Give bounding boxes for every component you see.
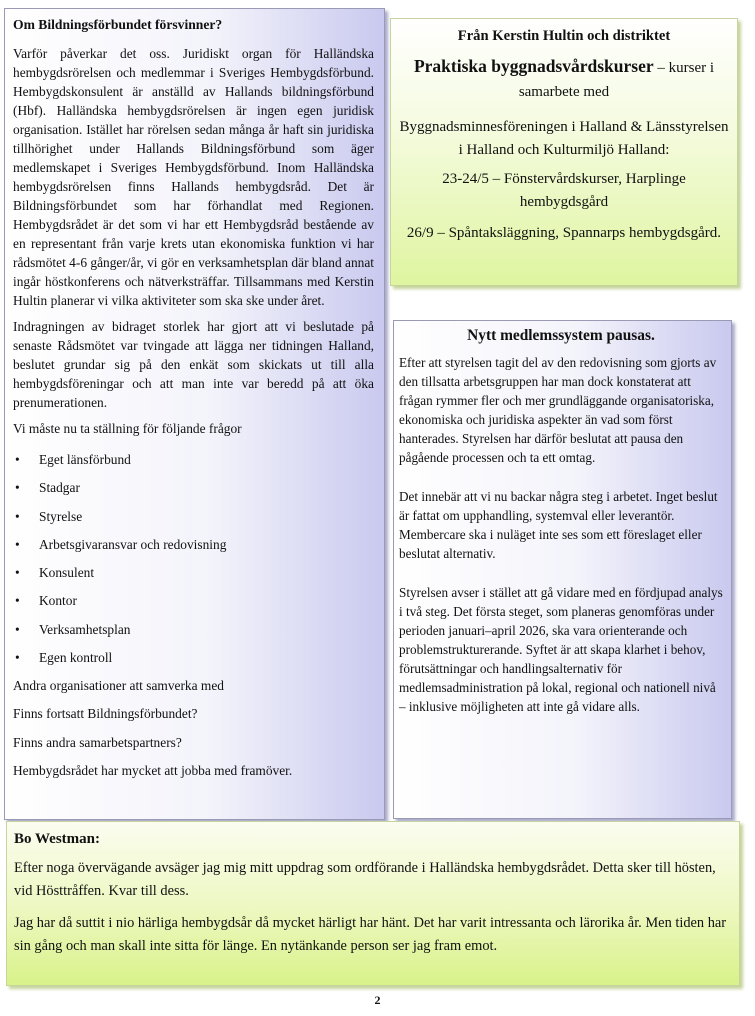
- bullet-icon: •: [15, 508, 20, 524]
- list-item: • Styrelse: [15, 508, 83, 524]
- list-item: • Verksamhetsplan: [15, 621, 131, 637]
- list-item: • Egen kontroll: [15, 650, 113, 666]
- section-header: Från Kerstin Hultin och distriktet: [457, 28, 671, 44]
- paragraph: Indragningen av bidraget storlek har gjort att vi beslutade på senaste Rådsmötet var tvingade att lägga ner tidningen Halland, beslutet grundar sig på den enkät som skickats ut till alla hembygdsföreningar och att man inte var beredd på att öka prenumerationen.: [13, 319, 374, 410]
- paragraph: Vi måste nu ta ställning för följande frågor: [13, 421, 242, 436]
- article-heading: Om Bildningsförbundet försvinner?: [13, 17, 223, 32]
- event-item: 26/9 – Spåntaksläggning, Spannarps hembygdsgård.: [406, 225, 722, 241]
- article-bildningsforbundet: [4, 8, 385, 820]
- event-item: 23-24/5 – Fönstervårdskurser, Harplinge hembygdsgård: [442, 171, 686, 210]
- paragraph: Jag har då suttit i nio härliga hembygdsår då mycket härligt har hänt. Det har varit intressanta och lärorika år. Men tiden har sin gång och man skall inte sitta för länge. En nytänkande person ser jag fram emot.: [14, 915, 727, 954]
- article-medlemssystem: [393, 320, 732, 819]
- list-item: • Konsulent: [15, 565, 95, 581]
- question-line: Finns fortsatt Bildningsförbundet?: [13, 706, 198, 722]
- bullet-icon: •: [15, 452, 20, 467]
- question-line: Finns andra samarbetspartners?: [13, 734, 182, 750]
- course-title: [397, 54, 731, 104]
- article-byggnadsvard: [390, 18, 738, 286]
- paragraph: Det innebär att vi nu backar några steg i arbetet. Inget beslut är fattat om upphandling, systemval eller leverantör. Membercare ska i nuläget inte ses som ett föreslaget eller beslutat alternativ.: [399, 489, 718, 561]
- question-line: Hembygdsrådet har mycket att jobba med framöver.: [13, 762, 293, 778]
- paragraph: Varför påverkar det oss. Juridiskt organ för Halländska hembygdsrörelsen och medlemmar i Sveriges Hembygdsförbund. Hembygdskonsulent är anställd av Hallands bildningsförbund (Hbf). Halländska hembygdsrörelsen är ingen egen juridisk organisation. Istället har rörelsen sedan många år haft sin juridiska tillhörighet under Hallands Bildningsförbund som äger medlemskapet i Sveriges Hembygdsförbund. Inom Halländska hembygdsrörelsen finns Hallands hembygdsråd. Det är Bildningsförbundet som har förhandlat med Regionen. Hembygdsrådet är det som vi har ett Hembygdsråd bestående av en representant från varje krets utan ekonomiska funktion vi har rådsmötet 4-6 gånger/år, vi gör en verksamhetsplan där bland annat ingår höstkonferens och nätverksträffar. Tillsammans med Kerstin Hultin planerar vi vilka aktiviteter som ska ske under året.: [13, 46, 374, 308]
- list-item: • Eget länsförbund: [15, 452, 131, 467]
- list-item: • Stadgar: [15, 480, 80, 496]
- page-number: 2: [374, 993, 381, 1007]
- question-list: [13, 450, 374, 672]
- article-bo-westman: [6, 821, 740, 986]
- list-item: • Kontor: [15, 593, 77, 609]
- bullet-icon: •: [15, 650, 20, 666]
- bullet-icon: •: [15, 621, 20, 637]
- paragraph: Styrelsen avser i stället att gå vidare med en fördjupad analys i två steg. Det första steget, som planeras genomföras under perioden januari–april 2026, ska vara orienterande och problemstrukturerande. Syftet är att skapa klarhet i behov, förutsättningar och handlingsalternativ för medlemsadministration på lokal, regional och nationell nivå – inklusive möjligheten att inte gå vidare alls.: [399, 585, 723, 714]
- partners-text: Byggnadsminnesföreningen i Halland & Länsstyrelsen i Halland och Kulturmiljö Halland:: [399, 119, 729, 158]
- bullet-icon: •: [15, 565, 20, 581]
- bullet-icon: •: [15, 536, 20, 552]
- article-heading: Nytt medlemssystem pausas.: [467, 327, 655, 344]
- bullet-icon: •: [15, 593, 20, 609]
- list-item: • Arbetsgivaransvar och redovisning: [15, 536, 227, 552]
- paragraph: Efter noga övervägande avsäger jag mig mitt uppdrag som ordförande i Halländska hembygdsrådet. Detta sker till hösten, vid Hösttråffen. Kvar till dess.: [14, 860, 716, 899]
- bullet-icon: •: [15, 480, 20, 496]
- question-line: Andra organisationer att samverka med: [13, 678, 224, 694]
- course-title-rest: – kurser i samarbete med: [518, 60, 715, 100]
- course-title-bold: Praktiska byggnadsvårdskurser: [413, 56, 654, 76]
- article-heading: Bo Westman:: [14, 831, 100, 847]
- paragraph: Efter att styrelsen tagit del av den redovisning som gjorts av den tillsatta arbetsgruppen har man dock konstaterat att frågan rymmer fler och mer grundläggande organisatoriska, ekonomiska och juridiska aspekter än vad som först hanterades. Styrelsen har därför beslutat att pausa den pågående processen och ta ett omtag.: [399, 355, 717, 465]
